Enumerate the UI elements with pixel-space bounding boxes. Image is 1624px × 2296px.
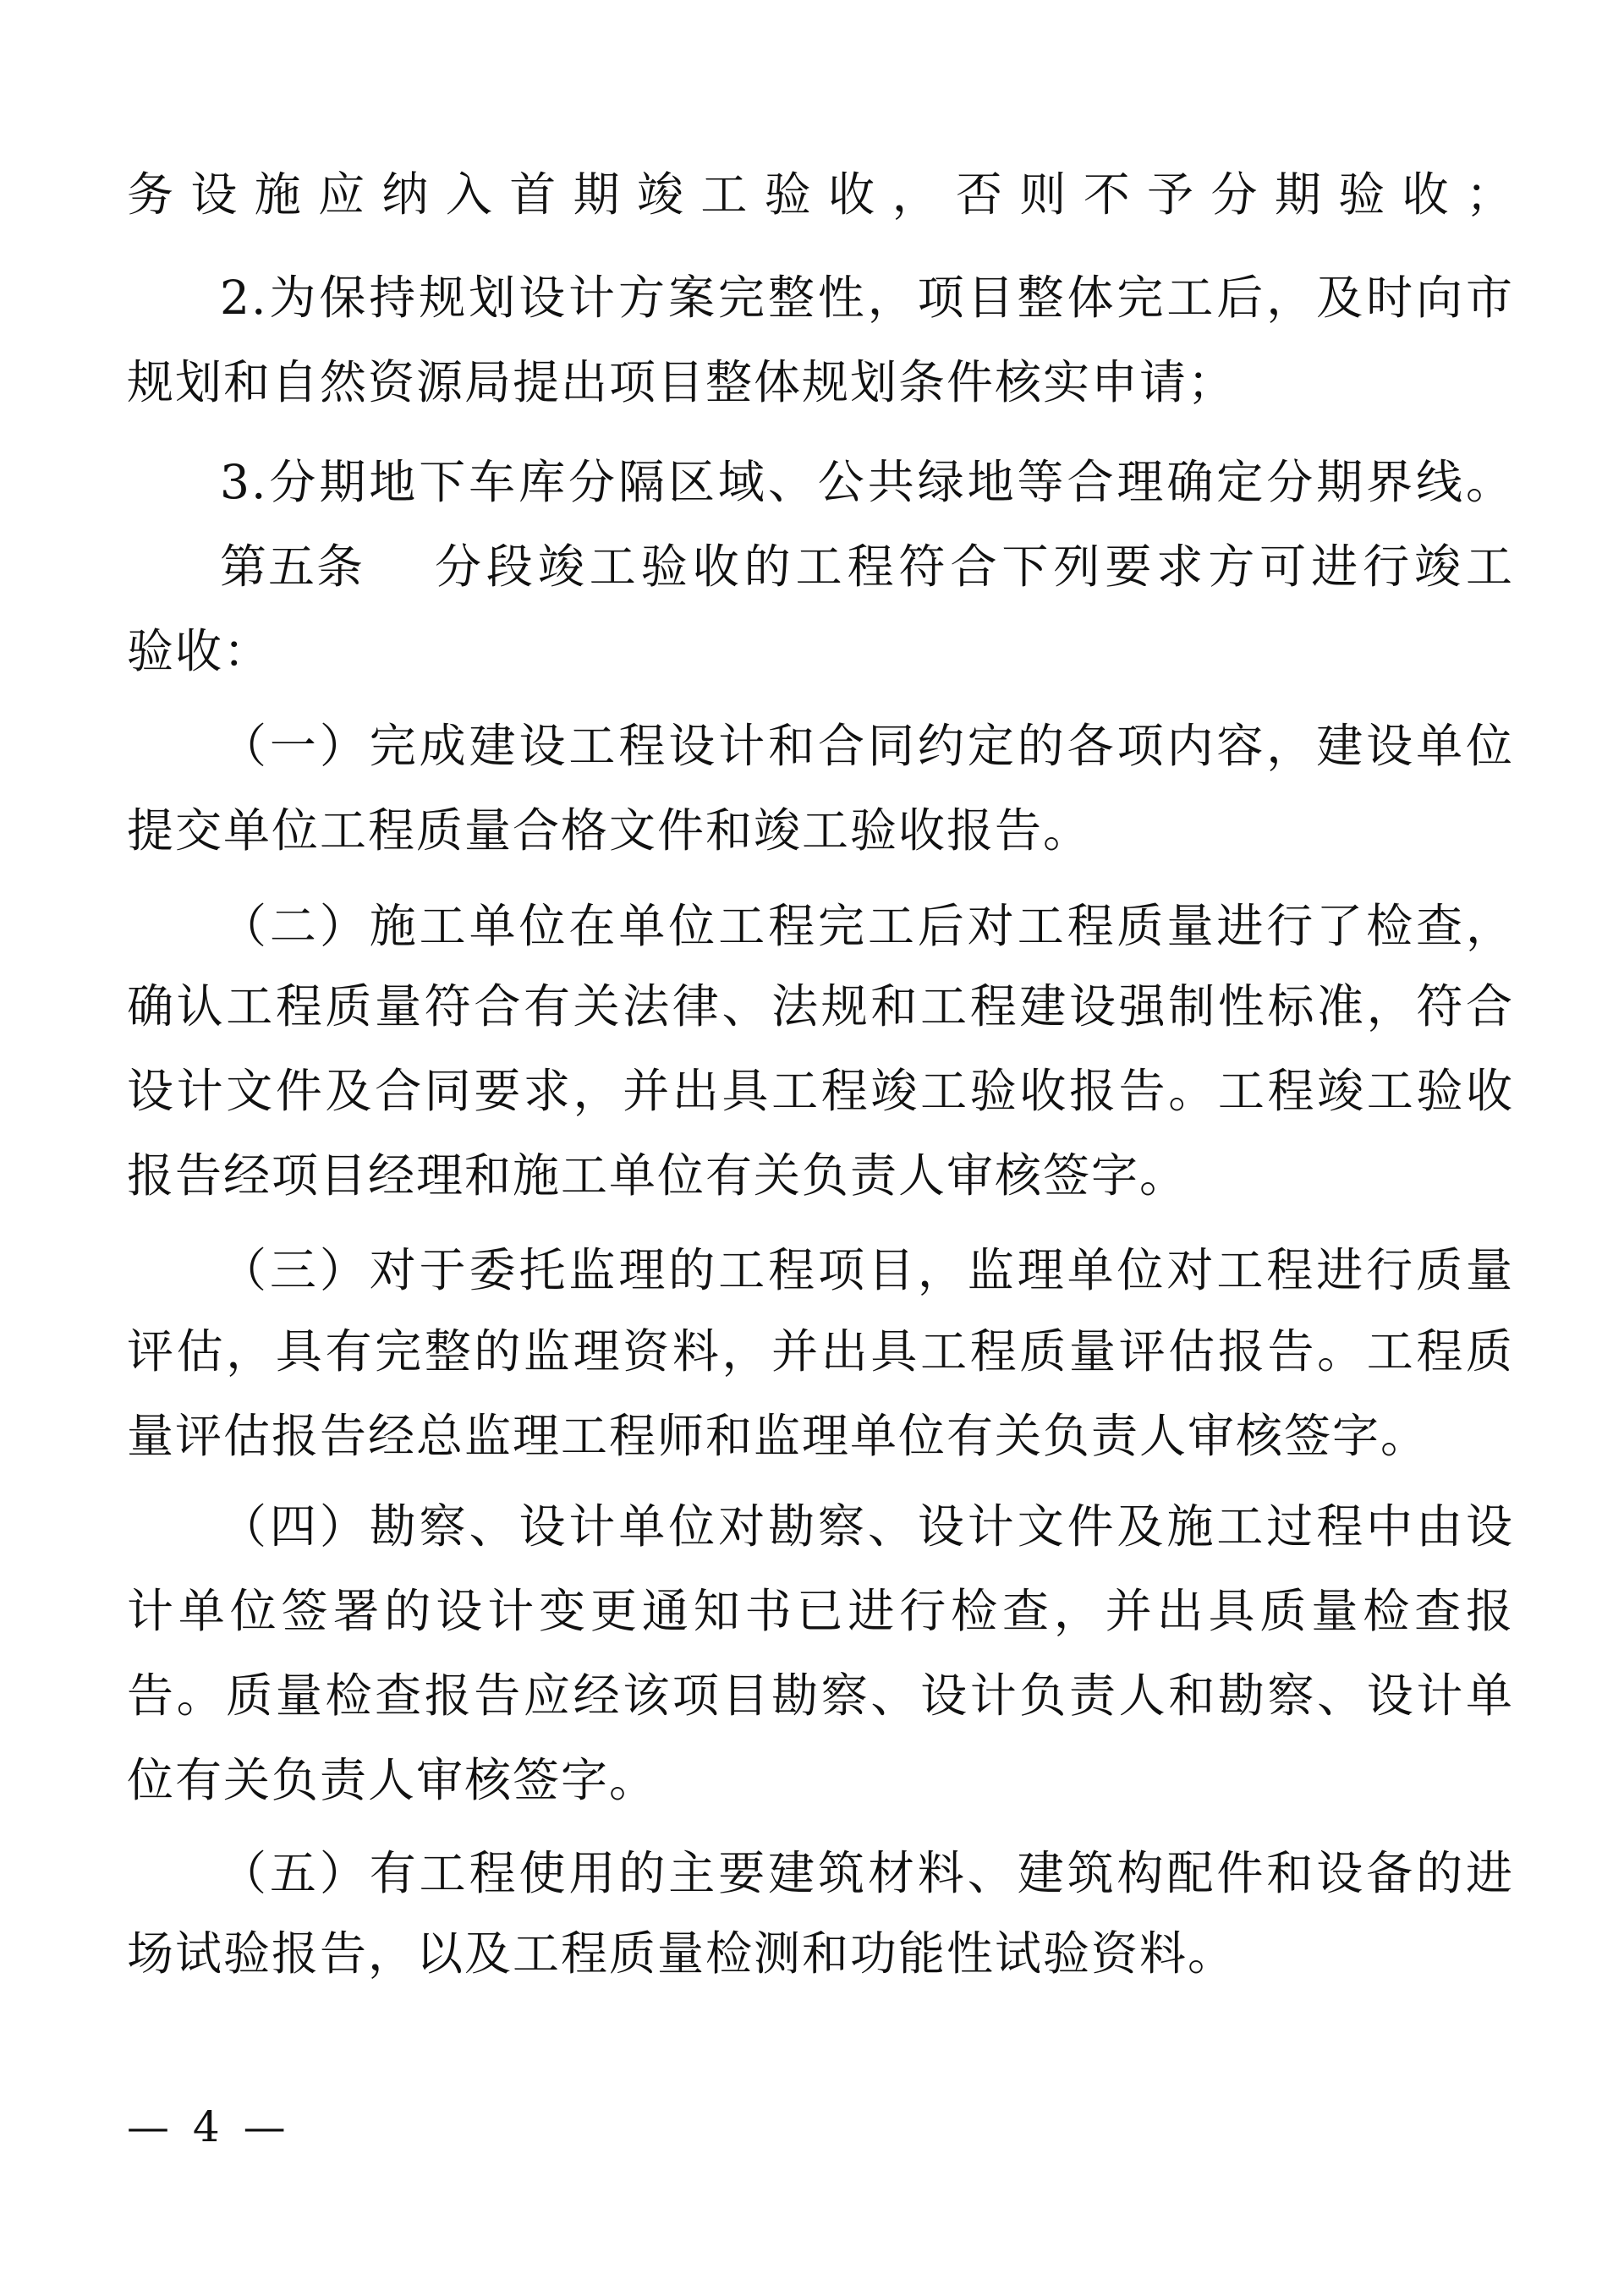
text-line-19: 位有关负责人审核签字。 [127,1753,658,1807]
text-line-11: 设计文件及合同要求，并出具工程竣工验收报告。工程竣工验收 [127,1064,1514,1118]
text-line-2: 2.为保持规划设计方案完整性，项目整体完工后，及时向市 [220,271,1514,325]
text-line-9: （二）施工单位在单位工程完工后对工程质量进行了检查， [220,899,1514,953]
text-line-3: 规划和自然资源局提出项目整体规划条件核实申请； [127,355,1237,409]
text-line-7: （一）完成建设工程设计和合同约定的各项内容，建设单位 [220,719,1514,773]
text-line-13: （三）对于委托监理的工程项目，监理单位对工程进行质量 [220,1243,1514,1297]
text-line-8: 提交单位工程质量合格文件和竣工验收报告。 [127,803,1092,858]
text-line-21: 场试验报告，以及工程质量检测和功能性试验资料。 [127,1926,1237,1981]
page-number: — 4 — [127,2102,291,2151]
text-line-20: （五）有工程使用的主要建筑材料、建筑构配件和设备的进 [220,1846,1514,1900]
text-line-15: 量评估报告经总监理工程师和监理单位有关负责人审核签字。 [127,1409,1429,1463]
text-line-10: 确认工程质量符合有关法律、法规和工程建设强制性标准，符合 [127,979,1514,1033]
text-line-14: 评估，具有完整的监理资料，并出具工程质量评估报告。工程质 [127,1324,1514,1378]
text-line-12: 报告经项目经理和施工单位有关负责人审核签字。 [127,1148,1188,1203]
text-line-1: 务设施应纳入首期竣工验收，否则不予分期验收； [127,167,1514,222]
text-line-4: 3.分期地下车库分隔区域、公共绿地等合理确定分期界线。 [220,455,1514,509]
text-line-17: 计单位签署的设计变更通知书已进行检查，并出具质量检查报 [127,1584,1514,1638]
article-label: 第五条 [220,540,365,594]
text-line-5: 分段竣工验收的工程符合下列要求方可进行竣工 [431,540,1514,594]
article-5-line [220,533,1514,600]
text-line-6: 验收： [127,624,272,678]
text-line-16: （四）勘察、设计单位对勘察、设计文件及施工过程中由设 [220,1499,1514,1553]
text-line-18: 告。质量检查报告应经该项目勘察、设计负责人和勘察、设计单 [127,1669,1514,1723]
